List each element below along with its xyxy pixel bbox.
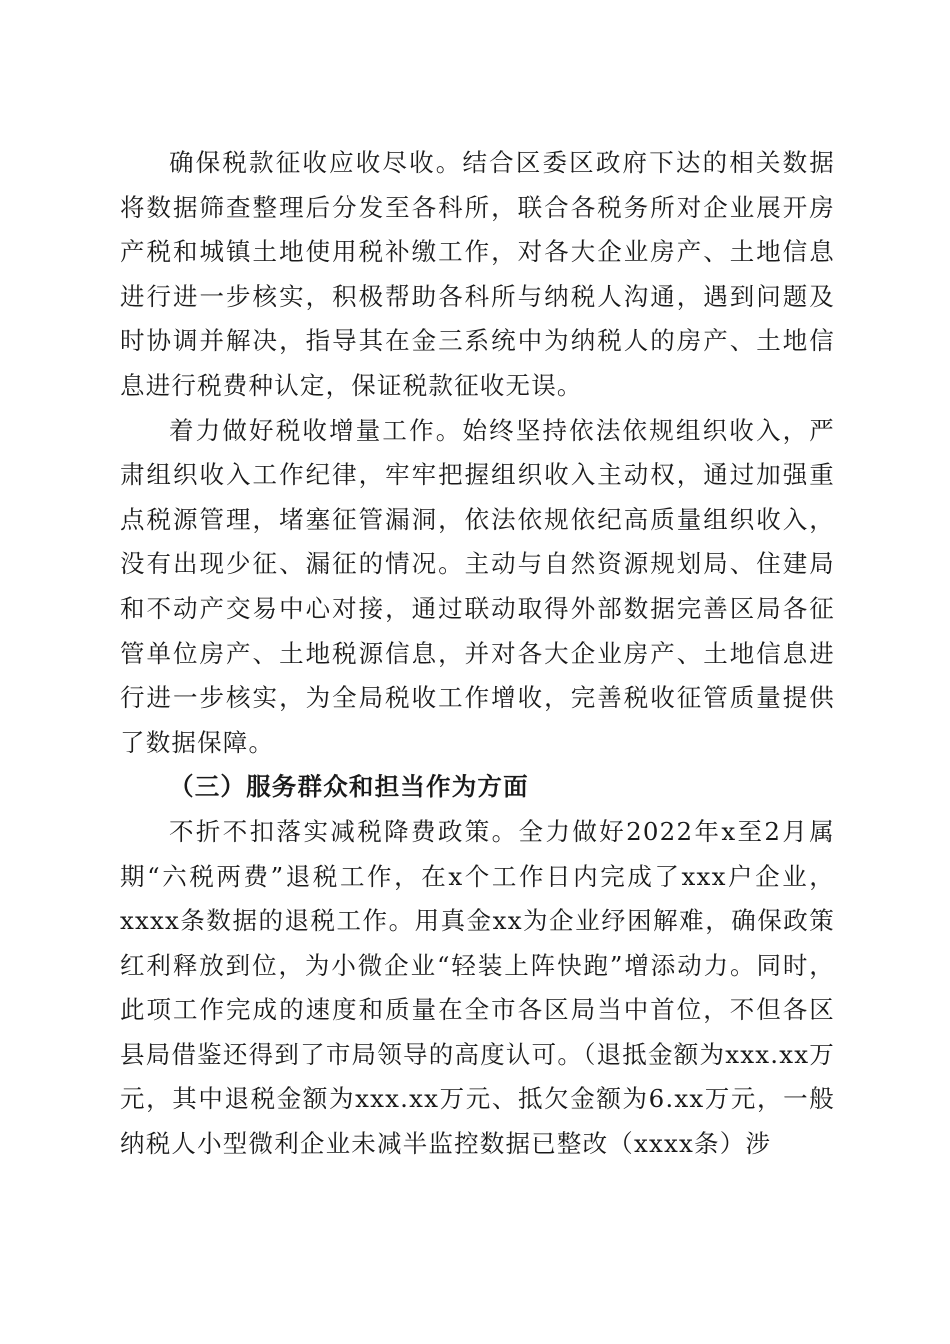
paragraph-tax-collection: 确保税款征收应收尽收。结合区委区政府下达的相关数据将数据筛查整理后分发至各科所，联合各税务所对企业展开房产税和城镇土地使用税补缴工作，对各大企业房产、土地信息进行进一步核实，积极帮助各科所与纳税人沟通，遇到问题及时协调并解决，指导其在金三系统中为纳税人的房产、土地信息进行税费种认定，保证税款征收无误。	[120, 148, 835, 400]
paragraph-tax-reduction: 不折不扣落实减税降费政策。全力做好2022年x至2月属期“六税两费”退税工作，在x个工作日内完成了xxx户企业，xxxx条数据的退税工作。用真金xx为企业纾困解难，确保政策红利释放到位，为小微企业“轻装上阵快跑”增添动力。同时，此项工作完成的速度和质量在全市各区局当中首位，不但各区县局借鉴还得到了市局领导的高度认可。（退抵金额为xxx.xx万元，其中退税金额为xxx.xx万元、抵欠金额为6.xx万元，一般纳税人小型微利企业未减半监控数据已整改（xxxx条）涉	[120, 816, 835, 1159]
paragraph-tax-increment: 着力做好税收增量工作。始终坚持依法依规组织收入，严肃组织收入工作纪律，牢牢把握组织收入主动权，通过加强重点税源管理，堵塞征管漏洞，依法依规依纪高质量组织收入，没有出现少征、漏征的情况。主动与自然资源规划局、住建局和不动产交易中心对接，通过联动取得外部数据完善区局各征管单位房产、土地税源信息，并对各大企业房产、土地信息进行进一步核实，为全局税收工作增收，完善税收征管质量提供了数据保障。	[120, 415, 835, 757]
document-body	[120, 141, 835, 1167]
section-heading: （三）服务群众和担当作为方面	[169, 772, 529, 802]
